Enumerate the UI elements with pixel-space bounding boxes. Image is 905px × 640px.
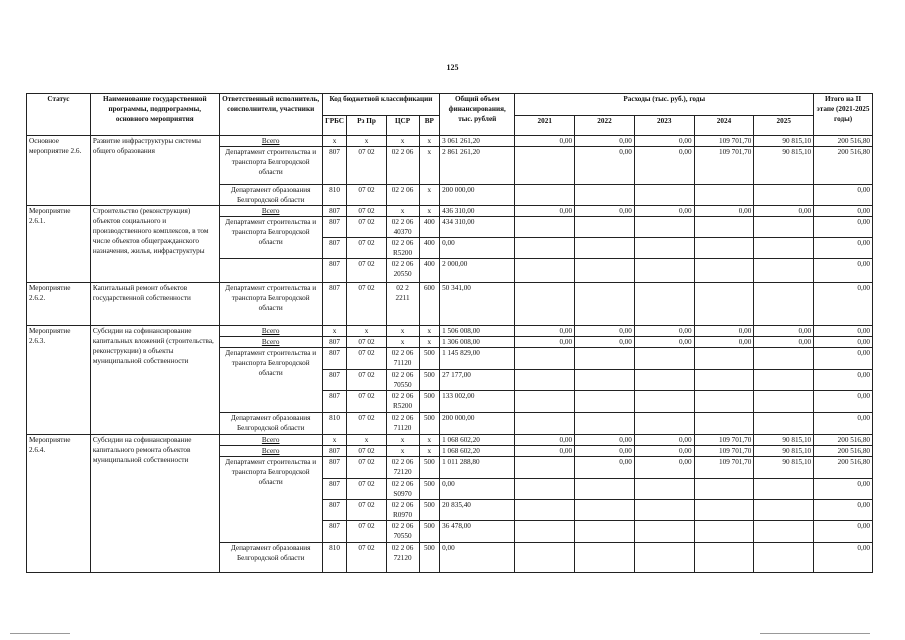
- cell-y2022: [575, 521, 635, 543]
- cell-y2023: [634, 370, 694, 391]
- cell-csr: 02 2 06: [386, 147, 419, 185]
- cell-y2022: 0,00: [575, 147, 635, 185]
- cell-y2023: [634, 283, 694, 326]
- cell-y2024: [694, 413, 754, 435]
- cell-y2024: 109 701,70: [694, 435, 754, 446]
- cell-rz: 07 02: [347, 283, 386, 326]
- header-expenses: Расходы (тыс. руб.), годы: [515, 94, 814, 116]
- cell-y2025: [754, 543, 814, 573]
- cell-grbs: 807: [322, 370, 347, 391]
- cell-y2025: [754, 348, 814, 370]
- cell-y2025: [754, 479, 814, 500]
- row-executor: Департамент образования Белгородской области: [219, 543, 322, 573]
- header-year-2021: 2021: [515, 116, 575, 136]
- cell-y2024: 0,00: [694, 337, 754, 348]
- row-executor: [219, 259, 322, 283]
- cell-rz: 07 02: [347, 370, 386, 391]
- cell-itog: 0,00: [814, 521, 873, 543]
- cell-vr: x: [419, 206, 440, 217]
- cell-total: 20 835,40: [440, 500, 515, 521]
- cell-total: 200 000,00: [440, 413, 515, 435]
- cell-vr: 500: [419, 457, 440, 479]
- cell-grbs: x: [322, 326, 347, 337]
- cell-vr: x: [419, 337, 440, 348]
- cell-total: 133 002,00: [440, 391, 515, 413]
- row-executor: Департамент строительства и транспорта Белгородской области: [219, 217, 322, 259]
- cell-grbs: 807: [322, 283, 347, 326]
- cell-itog: 0,00: [814, 185, 873, 206]
- row-status: Мероприятие 2.6.3.: [27, 326, 91, 435]
- cell-itog: 200 516,80: [814, 446, 873, 457]
- cell-y2023: [634, 391, 694, 413]
- table-row: [27, 283, 873, 326]
- cell-itog: 200 516,80: [814, 435, 873, 446]
- cell-total: 434 310,00: [440, 217, 515, 238]
- cell-y2024: [694, 521, 754, 543]
- table-row: [27, 136, 873, 147]
- cell-y2024: [694, 185, 754, 206]
- cell-y2021: [515, 500, 575, 521]
- cell-itog: 0,00: [814, 337, 873, 348]
- scan-edge-left: [10, 633, 70, 634]
- cell-vr: 600: [419, 283, 440, 326]
- row-executor: Всего: [219, 326, 322, 337]
- cell-csr: x: [386, 446, 419, 457]
- cell-rz: 07 02: [347, 259, 386, 283]
- cell-total: 1 506 008,00: [440, 326, 515, 337]
- cell-vr: 500: [419, 413, 440, 435]
- cell-rz: 07 02: [347, 238, 386, 259]
- cell-vr: 500: [419, 370, 440, 391]
- cell-csr: x: [386, 326, 419, 337]
- table-row: [27, 326, 873, 337]
- cell-itog: 0,00: [814, 259, 873, 283]
- cell-y2021: [515, 348, 575, 370]
- row-name: Субсидии на софинансирование капитального ремонта объектов муниципальной собственности: [90, 435, 219, 573]
- cell-itog: 0,00: [814, 370, 873, 391]
- cell-total: 1 068 602,20: [440, 446, 515, 457]
- cell-vr: x: [419, 136, 440, 147]
- cell-rz: 07 02: [347, 446, 386, 457]
- row-status: Мероприятие 2.6.4.: [27, 435, 91, 573]
- cell-y2022: [575, 185, 635, 206]
- cell-y2025: [754, 500, 814, 521]
- cell-csr: 02 2 06 72120: [386, 543, 419, 573]
- row-executor: Всего: [219, 136, 322, 147]
- cell-itog: 0,00: [814, 391, 873, 413]
- header-name: Наименование государственной программы, подпрограммы, основного мероприятия: [90, 94, 219, 136]
- cell-csr: 02 2 06 72120: [386, 457, 419, 479]
- cell-y2024: [694, 391, 754, 413]
- cell-rz: 07 02: [347, 348, 386, 370]
- cell-y2021: 0,00: [515, 326, 575, 337]
- row-status: Мероприятие 2.6.2.: [27, 283, 91, 326]
- row-status: Мероприятие 2.6.1.: [27, 206, 91, 283]
- cell-rz: 07 02: [347, 413, 386, 435]
- header-vr: ВР: [419, 116, 440, 136]
- row-executor: Департамент строительства и транспорта Белгородской области: [219, 147, 322, 185]
- cell-y2025: 90 815,10: [754, 435, 814, 446]
- cell-y2025: [754, 521, 814, 543]
- table-header: [27, 94, 873, 136]
- cell-y2023: [634, 259, 694, 283]
- cell-y2023: [634, 479, 694, 500]
- table-row: [27, 206, 873, 217]
- cell-grbs: 807: [322, 238, 347, 259]
- cell-total: 50 341,00: [440, 283, 515, 326]
- row-name: Капитальный ремонт объектов государственной собственности: [90, 283, 219, 326]
- cell-grbs: 810: [322, 413, 347, 435]
- header-csr: ЦСР: [386, 116, 419, 136]
- cell-y2024: [694, 479, 754, 500]
- cell-grbs: x: [322, 435, 347, 446]
- cell-y2025: 0,00: [754, 326, 814, 337]
- cell-itog: 200 516,80: [814, 136, 873, 147]
- cell-y2024: [694, 217, 754, 238]
- header-year-2022: 2022: [575, 116, 635, 136]
- scan-edge-right: [760, 633, 870, 634]
- cell-y2025: [754, 238, 814, 259]
- cell-y2022: 0,00: [575, 457, 635, 479]
- cell-y2023: [634, 500, 694, 521]
- row-executor: Всего: [219, 206, 322, 217]
- cell-y2024: 109 701,70: [694, 147, 754, 185]
- cell-y2022: 0,00: [575, 435, 635, 446]
- cell-y2024: 109 701,70: [694, 446, 754, 457]
- cell-y2022: [575, 283, 635, 326]
- cell-vr: 400: [419, 259, 440, 283]
- cell-y2023: 0,00: [634, 147, 694, 185]
- cell-vr: 500: [419, 348, 440, 370]
- cell-itog: 0,00: [814, 326, 873, 337]
- cell-rz: 07 02: [347, 521, 386, 543]
- cell-y2021: [515, 391, 575, 413]
- cell-grbs: 807: [322, 348, 347, 370]
- cell-y2025: 90 815,10: [754, 147, 814, 185]
- cell-grbs: 807: [322, 206, 347, 217]
- table-body: [27, 136, 873, 573]
- cell-csr: 02 2 06 70550: [386, 521, 419, 543]
- cell-total: 36 478,00: [440, 521, 515, 543]
- header-year-2025: 2025: [754, 116, 814, 136]
- cell-y2021: [515, 259, 575, 283]
- cell-y2024: [694, 259, 754, 283]
- cell-y2022: [575, 259, 635, 283]
- cell-itog: 0,00: [814, 283, 873, 326]
- cell-csr: 02 2 06: [386, 185, 419, 206]
- cell-itog: 0,00: [814, 543, 873, 573]
- cell-total: 27 177,00: [440, 370, 515, 391]
- cell-y2025: [754, 413, 814, 435]
- cell-rz: x: [347, 435, 386, 446]
- cell-total: 2 000,00: [440, 259, 515, 283]
- cell-y2025: 90 815,10: [754, 457, 814, 479]
- cell-grbs: 807: [322, 479, 347, 500]
- cell-y2025: [754, 283, 814, 326]
- cell-csr: 02 2 06 20550: [386, 259, 419, 283]
- cell-y2024: 0,00: [694, 206, 754, 217]
- cell-grbs: 807: [322, 457, 347, 479]
- cell-csr: 02 2 06 R5200: [386, 238, 419, 259]
- cell-csr: 02 2 2211: [386, 283, 419, 326]
- cell-y2023: [634, 543, 694, 573]
- cell-y2022: 0,00: [575, 136, 635, 147]
- cell-y2022: [575, 391, 635, 413]
- cell-vr: x: [419, 147, 440, 185]
- cell-y2023: [634, 413, 694, 435]
- cell-y2023: [634, 348, 694, 370]
- row-executor: Всего: [219, 435, 322, 446]
- cell-vr: 500: [419, 500, 440, 521]
- cell-grbs: 807: [322, 446, 347, 457]
- cell-y2024: [694, 283, 754, 326]
- cell-grbs: 810: [322, 543, 347, 573]
- cell-y2025: 0,00: [754, 206, 814, 217]
- cell-y2021: 0,00: [515, 206, 575, 217]
- cell-total: 436 310,00: [440, 206, 515, 217]
- cell-y2024: 109 701,70: [694, 457, 754, 479]
- cell-y2022: [575, 479, 635, 500]
- cell-y2023: 0,00: [634, 435, 694, 446]
- cell-y2023: 0,00: [634, 457, 694, 479]
- cell-y2021: 0,00: [515, 435, 575, 446]
- cell-y2021: 0,00: [515, 446, 575, 457]
- cell-y2023: [634, 217, 694, 238]
- cell-y2025: 0,00: [754, 337, 814, 348]
- cell-y2021: [515, 543, 575, 573]
- row-executor: Департамент строительства и транспорта Белгородской области: [219, 457, 322, 543]
- cell-y2021: [515, 479, 575, 500]
- cell-grbs: 807: [322, 500, 347, 521]
- row-executor: Департамент строительства и транспорта Белгородской области: [219, 283, 322, 326]
- cell-grbs: 807: [322, 337, 347, 348]
- cell-y2022: [575, 500, 635, 521]
- cell-y2023: 0,00: [634, 337, 694, 348]
- cell-rz: 07 02: [347, 457, 386, 479]
- cell-csr: 02 2 06 S0970: [386, 479, 419, 500]
- cell-y2025: 90 815,10: [754, 446, 814, 457]
- cell-csr: x: [386, 136, 419, 147]
- page-number: 125: [446, 63, 459, 72]
- cell-rz: 07 02: [347, 337, 386, 348]
- cell-y2023: [634, 185, 694, 206]
- cell-y2023: [634, 238, 694, 259]
- cell-y2025: [754, 391, 814, 413]
- row-executor: Департамент образования Белгородской области: [219, 413, 322, 435]
- row-name: Субсидии на софинансирование капитальных вложений (строительства, реконструкции) в объекты муниципальной собственности: [90, 326, 219, 435]
- cell-rz: 07 02: [347, 206, 386, 217]
- cell-itog: 200 516,80: [814, 147, 873, 185]
- cell-vr: x: [419, 435, 440, 446]
- cell-itog: 0,00: [814, 479, 873, 500]
- cell-y2022: [575, 348, 635, 370]
- cell-y2024: [694, 500, 754, 521]
- cell-itog: 0,00: [814, 238, 873, 259]
- cell-vr: 500: [419, 521, 440, 543]
- cell-grbs: x: [322, 136, 347, 147]
- row-executor: Всего: [219, 337, 322, 348]
- header-rzpr: Рз Пр: [347, 116, 386, 136]
- header-executor: Ответственный исполнитель, соисполнители, участники: [219, 94, 322, 136]
- cell-csr: 02 2 06 40370: [386, 217, 419, 238]
- cell-vr: 500: [419, 479, 440, 500]
- cell-y2021: 0,00: [515, 136, 575, 147]
- row-name: Развитие инфраструктуры системы общего образования: [90, 136, 219, 206]
- cell-rz: 07 02: [347, 479, 386, 500]
- cell-y2022: [575, 217, 635, 238]
- cell-total: 1 011 288,80: [440, 457, 515, 479]
- cell-y2022: 0,00: [575, 337, 635, 348]
- cell-grbs: 807: [322, 147, 347, 185]
- row-executor: Всего: [219, 446, 322, 457]
- cell-total: 1 145 829,00: [440, 348, 515, 370]
- cell-rz: 07 02: [347, 217, 386, 238]
- cell-y2022: 0,00: [575, 326, 635, 337]
- cell-grbs: 810: [322, 185, 347, 206]
- cell-rz: 07 02: [347, 391, 386, 413]
- cell-csr: 02 2 06 71120: [386, 413, 419, 435]
- cell-y2024: 0,00: [694, 326, 754, 337]
- cell-rz: 07 02: [347, 500, 386, 521]
- cell-vr: 400: [419, 217, 440, 238]
- cell-y2024: [694, 348, 754, 370]
- cell-itog: 200 516,80: [814, 457, 873, 479]
- cell-grbs: 807: [322, 217, 347, 238]
- header-grbs: ГРБС: [322, 116, 347, 136]
- cell-total: 200 000,00: [440, 185, 515, 206]
- header-status: Статус: [27, 94, 91, 136]
- cell-itog: 0,00: [814, 413, 873, 435]
- cell-y2025: [754, 217, 814, 238]
- cell-csr: 02 2 06 71120: [386, 348, 419, 370]
- cell-y2023: 0,00: [634, 326, 694, 337]
- cell-y2021: [515, 238, 575, 259]
- cell-total: 2 861 261,20: [440, 147, 515, 185]
- cell-y2024: [694, 543, 754, 573]
- cell-total: 1 068 602,20: [440, 435, 515, 446]
- cell-rz: x: [347, 136, 386, 147]
- cell-y2022: [575, 370, 635, 391]
- row-executor: Департамент строительства и транспорта Белгородской области: [219, 348, 322, 413]
- cell-y2021: 0,00: [515, 337, 575, 348]
- cell-y2025: [754, 370, 814, 391]
- cell-csr: x: [386, 337, 419, 348]
- cell-y2024: [694, 238, 754, 259]
- cell-y2025: [754, 259, 814, 283]
- cell-y2025: [754, 185, 814, 206]
- cell-csr: 02 2 06 R5200: [386, 391, 419, 413]
- cell-itog: 0,00: [814, 217, 873, 238]
- cell-grbs: 807: [322, 521, 347, 543]
- cell-itog: 0,00: [814, 348, 873, 370]
- cell-y2024: 109 701,70: [694, 136, 754, 147]
- table-row: [27, 435, 873, 446]
- cell-y2022: 0,00: [575, 446, 635, 457]
- cell-y2021: [515, 147, 575, 185]
- cell-csr: x: [386, 206, 419, 217]
- cell-itog: 0,00: [814, 206, 873, 217]
- cell-y2021: [515, 457, 575, 479]
- cell-y2021: [515, 185, 575, 206]
- cell-rz: 07 02: [347, 147, 386, 185]
- cell-vr: 500: [419, 391, 440, 413]
- cell-vr: 500: [419, 543, 440, 573]
- cell-itog: 0,00: [814, 500, 873, 521]
- header-total: Общий объем финансирования, тыс. рублей: [440, 94, 515, 136]
- cell-vr: x: [419, 326, 440, 337]
- cell-y2023: 0,00: [634, 446, 694, 457]
- cell-y2023: 0,00: [634, 206, 694, 217]
- cell-total: 0,00: [440, 238, 515, 259]
- cell-total: 1 306 008,00: [440, 337, 515, 348]
- cell-vr: x: [419, 446, 440, 457]
- cell-y2021: [515, 283, 575, 326]
- row-executor: Департамент образования Белгородской области: [219, 185, 322, 206]
- header-stage-total: Итого на II этапе (2021-2025 годы): [814, 94, 873, 136]
- cell-csr: 02 2 06 R0970: [386, 500, 419, 521]
- cell-y2021: [515, 217, 575, 238]
- cell-y2021: [515, 413, 575, 435]
- cell-total: 0,00: [440, 543, 515, 573]
- cell-y2023: 0,00: [634, 136, 694, 147]
- cell-rz: x: [347, 326, 386, 337]
- cell-total: 3 061 261,20: [440, 136, 515, 147]
- cell-csr: 02 2 06 70550: [386, 370, 419, 391]
- cell-csr: x: [386, 435, 419, 446]
- header-budget-code: Код бюджетной классификации: [322, 94, 439, 116]
- cell-rz: 07 02: [347, 543, 386, 573]
- cell-vr: 400: [419, 238, 440, 259]
- cell-y2022: [575, 413, 635, 435]
- row-status: Основное мероприятие 2.6.: [27, 136, 91, 206]
- budget-table: [26, 93, 873, 573]
- row-name: Строительство (реконструкция) объектов социального и производственного комплексов, в том числе объектов общегражданского назначения, жилья, инфраструктуры: [90, 206, 219, 283]
- cell-grbs: 807: [322, 259, 347, 283]
- cell-y2021: [515, 370, 575, 391]
- cell-y2025: 90 815,10: [754, 136, 814, 147]
- cell-y2024: [694, 370, 754, 391]
- cell-total: 0,00: [440, 479, 515, 500]
- cell-y2022: [575, 238, 635, 259]
- header-year-2024: 2024: [694, 116, 754, 136]
- cell-vr: x: [419, 185, 440, 206]
- cell-y2022: [575, 543, 635, 573]
- header-year-2023: 2023: [634, 116, 694, 136]
- cell-y2022: 0,00: [575, 206, 635, 217]
- cell-y2023: [634, 521, 694, 543]
- cell-rz: 07 02: [347, 185, 386, 206]
- cell-grbs: 807: [322, 391, 347, 413]
- cell-y2021: [515, 521, 575, 543]
